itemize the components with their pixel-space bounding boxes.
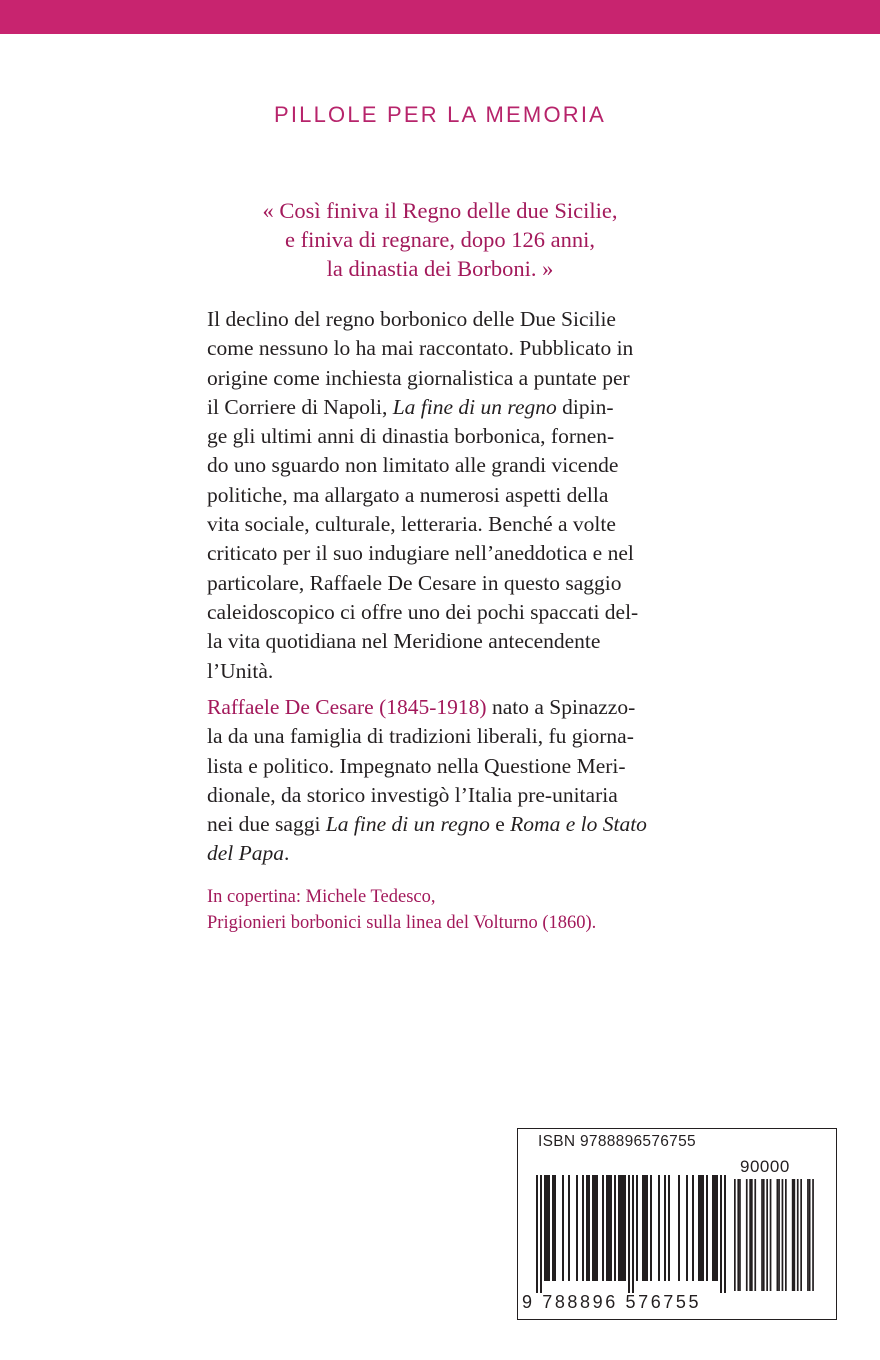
barcode-bar	[650, 1175, 652, 1281]
addon-bar	[739, 1179, 741, 1291]
addon-bar	[749, 1179, 751, 1291]
barcode-bar	[554, 1175, 556, 1281]
author-biography	[207, 693, 669, 869]
barcode-graphic	[518, 1129, 836, 1319]
barcode-bar	[712, 1175, 714, 1281]
description-line: ge gli ultimi anni di dinastia borbonica, fornen-	[207, 424, 615, 449]
book-title: Roma e lo Stato	[510, 812, 647, 837]
barcode-bar	[576, 1175, 578, 1281]
barcode-bar	[664, 1175, 666, 1281]
addon-bar	[778, 1179, 780, 1291]
barcode-bar	[610, 1175, 612, 1281]
barcode-bar	[606, 1175, 608, 1281]
bio-line: lista e politico. Impegnato nella Questione Meri-	[207, 753, 626, 778]
barcode-bar	[700, 1175, 702, 1281]
description-line: vita sociale, culturale, letteraria. Benché a volte	[207, 512, 616, 537]
barcode-bar	[562, 1175, 564, 1281]
barcode-bar	[678, 1175, 680, 1281]
book-title: del Papa	[207, 841, 285, 866]
barcode-bar	[628, 1175, 630, 1293]
barcode-bar	[644, 1175, 646, 1281]
barcode-bar	[702, 1175, 704, 1281]
credit-line: In copertina: Michele Tedesco,	[207, 887, 436, 907]
description-line: do uno sguardo non limitato alle grandi vicende	[207, 453, 619, 478]
description-line: caleidoscopico ci offre uno dei pochi spaccati del-	[207, 599, 639, 624]
quote-line: la dinastia dei Borboni. »	[326, 256, 554, 281]
addon-bar	[794, 1179, 796, 1291]
credit-line: Prigionieri borbonici sulla linea del Volturno (1860).	[207, 913, 597, 933]
isbn-barcode	[517, 1128, 837, 1320]
barcode-bar	[608, 1175, 610, 1281]
barcode-bar	[602, 1175, 604, 1281]
barcode-bar	[592, 1175, 594, 1281]
barcode-bar	[568, 1175, 570, 1281]
description-line: criticato per il suo indugiare nell’aneddotica e nel	[207, 541, 634, 566]
barcode-bar	[594, 1175, 596, 1281]
barcode-bar	[622, 1175, 624, 1281]
barcode-bar	[620, 1175, 622, 1281]
price-addon-digits: 90000	[740, 1157, 790, 1176]
addon-bar	[734, 1179, 736, 1291]
addon-bar	[809, 1179, 811, 1291]
barcode-bar	[646, 1175, 648, 1281]
barcode-bar	[614, 1175, 616, 1281]
book-description	[207, 305, 669, 686]
description-line: Il declino del regno borbonico delle Due Sicilie	[207, 307, 616, 331]
description-line: origine come inchiesta giornalistica a puntate per	[207, 365, 630, 390]
barcode-bar	[706, 1175, 708, 1281]
barcode-bar	[716, 1175, 718, 1281]
cover-credit	[207, 884, 596, 936]
barcode-bar	[588, 1175, 590, 1281]
barcode-bar	[636, 1175, 638, 1281]
addon-bar	[785, 1179, 787, 1291]
addon-bar	[763, 1179, 765, 1291]
bio-line: dionale, da storico investigò l’Italia pre-unitaria	[207, 782, 618, 807]
addon-bar	[782, 1179, 784, 1291]
addon-bar	[777, 1179, 779, 1291]
barcode-bar	[698, 1175, 700, 1281]
addon-bar	[766, 1179, 768, 1291]
description-line: particolare, Raffaele De Cesare in questo saggio	[207, 570, 622, 595]
bio-line: nei due saggi La fine di un regno e Roma e lo Stato	[207, 812, 647, 837]
bio-line: la da una famiglia di tradizioni liberali, fu giorna-	[207, 724, 634, 749]
epigraph-quote	[0, 196, 880, 283]
addon-bar	[737, 1179, 739, 1291]
barcode-bar	[618, 1175, 620, 1281]
addon-bar	[761, 1179, 763, 1291]
quote-line: « Così finiva il Regno delle due Sicilie,	[262, 198, 618, 223]
addon-bar	[792, 1179, 794, 1291]
addon-bar	[807, 1179, 809, 1291]
description-line: l’Unità.	[207, 658, 274, 683]
addon-bar	[797, 1179, 799, 1291]
barcode-bar	[658, 1175, 660, 1281]
addon-bar	[800, 1179, 802, 1291]
barcode-bar	[596, 1175, 598, 1281]
addon-bars	[734, 1179, 814, 1291]
barcode-bar	[546, 1175, 548, 1281]
quote-line: e finiva di regnare, dopo 126 anni,	[285, 227, 595, 252]
description-line: la vita quotidiana nel Meridione antecendente	[207, 629, 601, 654]
barcode-bar	[642, 1175, 644, 1281]
barcode-bar	[548, 1175, 550, 1281]
barcode-bar	[586, 1175, 588, 1281]
description-line: politiche, ma allargato a numerosi aspetti della	[207, 482, 609, 507]
addon-bar	[751, 1179, 753, 1291]
barcode-bar	[720, 1175, 722, 1293]
barcode-bar	[692, 1175, 694, 1281]
barcode-bar	[624, 1175, 626, 1281]
bio-line: del Papa.	[207, 841, 290, 866]
book-title: La fine di un regno	[392, 394, 557, 419]
barcode-bar	[552, 1175, 554, 1281]
top-accent-bar	[0, 0, 880, 34]
addon-bar	[770, 1179, 772, 1291]
isbn-label: ISBN 9788896576755	[538, 1133, 696, 1150]
series-title: PILLOLE PER LA MEMORIA	[273, 102, 607, 127]
ean13-bars	[536, 1175, 726, 1293]
barcode-bar	[686, 1175, 688, 1281]
addon-bar	[812, 1179, 814, 1291]
barcode-bar	[724, 1175, 726, 1293]
barcode-bar	[714, 1175, 716, 1281]
addon-bar	[754, 1179, 756, 1291]
description-line: il Corriere di Napoli, La fine di un regno dipin-	[207, 394, 614, 419]
bio-line: Raffaele De Cesare (1845-1918) nato a Spinazzo-	[207, 693, 669, 722]
barcode-bar	[668, 1175, 670, 1281]
barcode-bar	[632, 1175, 634, 1293]
book-title: La fine di un regno	[325, 812, 490, 837]
barcode-digits: 9 788896 576755	[522, 1292, 702, 1312]
barcode-bar	[544, 1175, 546, 1281]
barcode-bar	[536, 1175, 538, 1293]
addon-bar	[746, 1179, 748, 1291]
barcode-bar	[540, 1175, 542, 1293]
author-name: Raffaele De Cesare (1845-1918)	[207, 695, 487, 719]
barcode-bar	[582, 1175, 584, 1281]
description-line: come nessuno lo ha mai raccontato. Pubblicato in	[207, 336, 634, 361]
